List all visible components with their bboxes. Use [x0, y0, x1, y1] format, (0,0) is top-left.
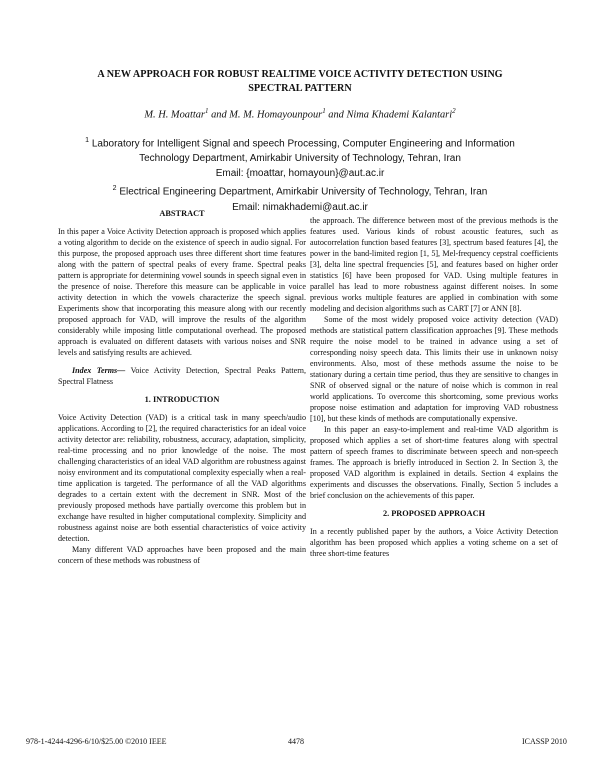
- proposed-approach-heading: 2. PROPOSED APPROACH: [382, 509, 486, 518]
- author-3: and Nima Khademi Kalantari: [325, 109, 453, 121]
- author-2: and M. M. Homayounpour: [208, 109, 323, 121]
- author-3-mark: 2: [452, 107, 456, 115]
- right-column: [310, 215, 558, 559]
- right-paragraph-3: In this paper an easy-to-implement and real-time VAD algorithm is proposed which applies a set of short-time features along with spectral pattern of speech frames to discriminate between speech and non-speech frames. The approach is briefly introduced in Section 2. In Section 3, the proposed VAD algorithm is explained in details. Section 4 explains the experiments and discusses the observations. Finally, Section 5 includes a brief conclusion on the achievements of this paper.: [310, 425, 558, 500]
- affiliation-2-mark: 2: [112, 185, 117, 193]
- affiliation-1-line-2: Technology Department, Amirkabir University of Technology, Tehran, Iran: [139, 153, 461, 165]
- affiliation-1-line-1: Laboratory for Intelligent Signal and speech Processing, Computer Engineering and Information: [89, 138, 515, 150]
- abstract-heading: ABSTRACT: [159, 209, 205, 218]
- introduction-paragraph-1: Voice Activity Detection (VAD) is a critical task in many speech/audio applications. According to [2], the required characteristics for an ideal voice activity detector are: reliability, robustness, accuracy, adaptation, simplicity, real-time processing and no prior knowledge of the noise. The most challenging characteristics of an ideal VAD algorithm are robustness against noisy environment and its computational complexity especially when a real-time application is targeted. The performance of all the VAD algorithms degrades to a certain extent with the decrement in SNR. Most of the previously proposed methods have partially overcome this problem but in exchange have resulted in higher computational complexity. Simplicity and robustness against noise are both essential characteristics of voice activity detection.: [58, 413, 306, 543]
- right-paragraph-2: Some of the most widely proposed voice activity detection (VAD) methods are statistical pattern classification approaches [9]. These methods require the noise model to be trained in advance using a set of corresponding noisy speech data. This limits their use in unknown noisy environments. Also, most of these methods assume the noise to be stationary during a certain time period, thus they are sensitive to changes in SNR of observed signal or the nature of noise which is common in real world applications. To overcome this shortcoming, some previous works propose noise estimation and adaptation for improving VAD robustness [10], but these kinds of methods are computationally expensive.: [310, 315, 558, 423]
- affiliation-2-line: Electrical Engineering Department, Amirkabir University of Technology, Tehran, Iran: [116, 186, 488, 198]
- title-line-1: A NEW APPROACH FOR ROBUST REALTIME VOICE ACTIVITY DETECTION USING: [97, 69, 503, 80]
- abstract-text: In this paper a Voice Activity Detection approach is proposed which applies a voting algorithm to decide on the existence of speech in audio signal. For this purpose, the proposed approach uses three different short time features along with the pattern of spectral peaks of every frame. Spectral peaks pattern is appropriate for determining vowel sounds in speech signal even in the presence of noise. Therefore this measure can be applicable in voice activity detection in which the vowels characterize the speech signal. Experiments show that incorporating this measure along with our recently proposed approach for VAD, will improve the results of the algorithm considerably while imposing little computational overhead. The proposed approach is evaluated on different datasets with various noises and SNR levels and satisfying results are achieved.: [58, 227, 306, 357]
- author-1: M. H. Moattar: [144, 109, 205, 121]
- right-paragraph-4: In a recently published paper by the authors, a Voice Activity Detection algorithm has been proposed which applies a voting scheme on a set of three short-time features: [310, 527, 558, 558]
- left-column: [58, 208, 306, 566]
- footer-page-number: 4478: [288, 737, 304, 746]
- paper-title: [40, 68, 560, 96]
- index-terms-label: Index Terms—: [72, 366, 126, 375]
- title-line-2: SPECTRAL PATTERN: [248, 83, 352, 94]
- footer-conference: ICASSP 2010: [522, 737, 567, 746]
- affiliation-1-email: Email: {moattar, homayoun}@aut.ac.ir: [215, 168, 385, 180]
- affiliations: [40, 133, 560, 215]
- introduction-heading: 1. INTRODUCTION: [144, 395, 220, 404]
- right-paragraph-1: the approach. The difference between most of the previous methods is the features used. Various kinds of robust acoustic features, such as autocorrelation function based features [3], spectrum based features [4], the power in the band-limited region [1, 5], Mel-frequency cepstral coefficients [3], delta line spectral frequencies [5], and features based on higher order statistics [6] have been proposed for VAD. Using multiple features in parallel has lead to more robustness against different noises. In some previous works multiple features are applied in combination with some modeling and decision algorithms such as CART [7] or ANN [8].: [310, 216, 558, 313]
- index-terms-text: Voice Activity Detection, Spectral Peaks Pattern, Spectral Flatness: [58, 366, 306, 386]
- author-list: [40, 104, 560, 122]
- introduction-paragraph-2: Many different VAD approaches have been proposed and the main concern of these methods was robustness of: [58, 545, 306, 565]
- footer-copyright: 978-1-4244-4296-6/10/$25.00 ©2010 IEEE: [26, 737, 167, 746]
- author-2-mark: 1: [322, 107, 326, 115]
- affiliation-1-mark: 1: [85, 137, 90, 144]
- affiliation-2-email: Email: nimakhademi@aut.ac.ir: [232, 201, 368, 213]
- index-terms: [58, 365, 306, 387]
- author-1-mark: 1: [204, 107, 209, 115]
